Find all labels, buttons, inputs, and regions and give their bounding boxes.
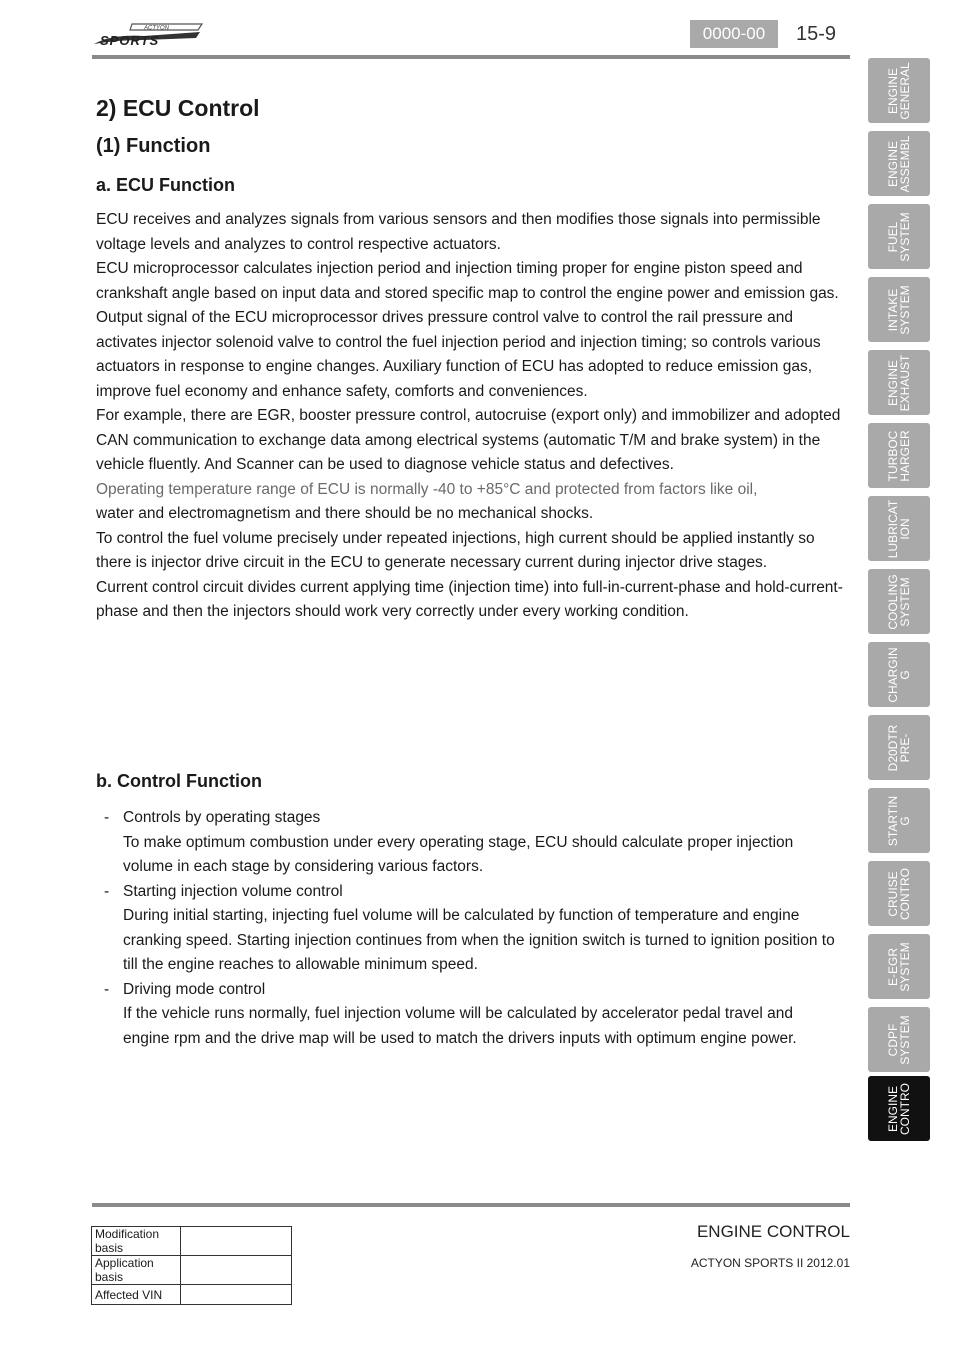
tab-engine-control[interactable] xyxy=(868,1076,930,1141)
modification-table xyxy=(91,1226,292,1305)
footer-title: ENGINE CONTROL xyxy=(696,1222,850,1241)
tab-label: ENGINE EXHAUST xyxy=(886,354,912,411)
table-value xyxy=(181,1256,292,1285)
tab-label: ENGINE GENERAL xyxy=(886,61,912,120)
table-row xyxy=(92,1256,292,1285)
header-divider xyxy=(92,55,850,59)
tab-starting[interactable] xyxy=(868,788,930,853)
table-value xyxy=(181,1285,292,1305)
tab-label: ENGINE ASSEMBL xyxy=(886,135,912,192)
page-number: 15-9 xyxy=(796,23,837,45)
tab-label: FUEL SYSTEM xyxy=(886,211,912,262)
list-item-text: If the vehicle runs normally, fuel injection volume will be calculated by accelerator pedal travel and engine rpm and the drive map will be used to match the drivers inputs with optimum engine power. xyxy=(123,1005,797,1047)
ecu-function-text xyxy=(96,208,846,625)
list-item-text: During initial starting, injecting fuel volume will be calculated by function of temperature and engine cranking speed. Starting injection continues from when the ignition switch is turned to ignition position to till the engine reaches to allowable minimum speed. xyxy=(123,907,835,973)
control-function-list xyxy=(96,806,836,1051)
tab-label: CDPF SYSTEM xyxy=(886,1014,912,1065)
svg-text:SPORTS: SPORTS xyxy=(100,33,160,48)
section-code-badge: 0000-00 xyxy=(690,20,778,48)
section-subtitle: (1) Function xyxy=(96,135,211,157)
tab-label: CRUISE CONTRO xyxy=(886,867,912,920)
list-item-title: Starting injection volume control xyxy=(123,882,343,900)
list-item xyxy=(96,978,836,1052)
list-item-title: Controls by operating stages xyxy=(123,809,321,826)
paragraph: ECU receives and analyzes signals from various sensors and then modifies those signals into permissible voltage levels and analyzes to control respective actuators. xyxy=(96,211,821,253)
tab-cruise-control[interactable] xyxy=(868,861,930,926)
footer-subtitle: ACTYON SPORTS II 2012.01 xyxy=(690,1256,850,1270)
actyon-sports-logo xyxy=(92,22,204,48)
paragraph: ECU microprocessor calculates injection period and injection timing proper for engine piston speed and crankshaft angle based on input data and stored specific map to control the engine power and emission gas. xyxy=(96,260,839,302)
tab-label: ENGINE CONTRO xyxy=(886,1082,912,1135)
tab-engine-general[interactable] xyxy=(868,58,930,123)
section-b-heading: b. Control Function xyxy=(96,771,262,791)
table-label: Modification basis xyxy=(92,1227,181,1256)
list-item-title: Driving mode control xyxy=(123,980,266,998)
page-title: 2) ECU Control xyxy=(96,95,260,121)
list-item xyxy=(96,880,836,978)
paragraph: To control the fuel volume precisely under repeated injections, high current should be applied instantly so there is injector drive circuit in the ECU to generate necessary current during injector drive stages. xyxy=(96,529,815,571)
tab-turbocharger[interactable] xyxy=(868,423,930,488)
list-item-text: To make optimum combustion under every operating stage, ECU should calculate proper injection volume in each stage by considering various factors. xyxy=(123,833,794,875)
tab-label: TURBOC HARGER xyxy=(886,429,912,482)
paragraph: Current control circuit divides current applying time (injection time) into full-in-current-phase and hold-current-phase and then the injectors should work very correctly under every working condition. xyxy=(96,578,843,620)
tab-label: LUBRICAT ION xyxy=(886,499,912,558)
list-item xyxy=(96,806,836,880)
tab-cdpf-system[interactable] xyxy=(868,1007,930,1072)
tab-intake-system[interactable] xyxy=(868,277,930,342)
tab-engine-exhaust[interactable] xyxy=(868,350,930,415)
tab-cooling-system[interactable] xyxy=(868,569,930,634)
tab-label: D20DTR PRE- xyxy=(886,724,912,771)
section-a-heading: a. ECU Function xyxy=(96,175,235,195)
tab-label: COOLING SYSTEM xyxy=(886,573,912,630)
tab-engine-assembly[interactable] xyxy=(868,131,930,196)
tab-lubrication[interactable] xyxy=(868,496,930,561)
tab-label: E-EGR SYSTEM xyxy=(886,941,912,992)
paragraph: Operating temperature range of ECU is normally -40 to +85°C and protected from factors like oil, xyxy=(96,480,758,498)
bullet-dash: - xyxy=(104,980,110,998)
svg-text:ACTYON: ACTYON xyxy=(144,25,170,32)
table-row xyxy=(92,1227,292,1256)
tab-charging[interactable] xyxy=(868,642,930,707)
tab-d20dtr-pre[interactable] xyxy=(868,715,930,780)
table-row xyxy=(92,1285,292,1305)
bullet-dash: - xyxy=(104,809,110,826)
bullet-dash: - xyxy=(104,882,110,900)
paragraph: water and electromagnetism and there should be no mechanical shocks. xyxy=(96,505,594,522)
tab-label: CHARGIN G xyxy=(886,646,912,703)
table-value xyxy=(181,1227,292,1256)
paragraph: Output signal of the ECU microprocessor drives pressure control valve to control the rail pressure and activates injector solenoid valve to control the fuel injection period and injection timing; so controls various actuators in response to engine changes. Auxiliary function of ECU has adopted to reduce emission gas, improve fuel economy and enhance safety, comforts and conveniences. xyxy=(96,309,821,400)
paragraph: For example, there are EGR, booster pressure control, autocruise (export only) and immobilizer and adopted CAN communication to exchange data among electrical systems (automatic T/M and brake system) in the vehicle fluently. And Scanner can be used to diagnose vehicle status and defectives. xyxy=(96,407,841,473)
tab-e-egr-system[interactable] xyxy=(868,934,930,999)
tab-label: INTAKE SYSTEM xyxy=(886,284,912,335)
tab-fuel-system[interactable] xyxy=(868,204,930,269)
table-label: Application basis xyxy=(92,1256,181,1285)
footer-divider xyxy=(92,1203,850,1207)
table-label: Affected VIN xyxy=(92,1285,181,1305)
tab-label: STARTIN G xyxy=(886,795,912,846)
